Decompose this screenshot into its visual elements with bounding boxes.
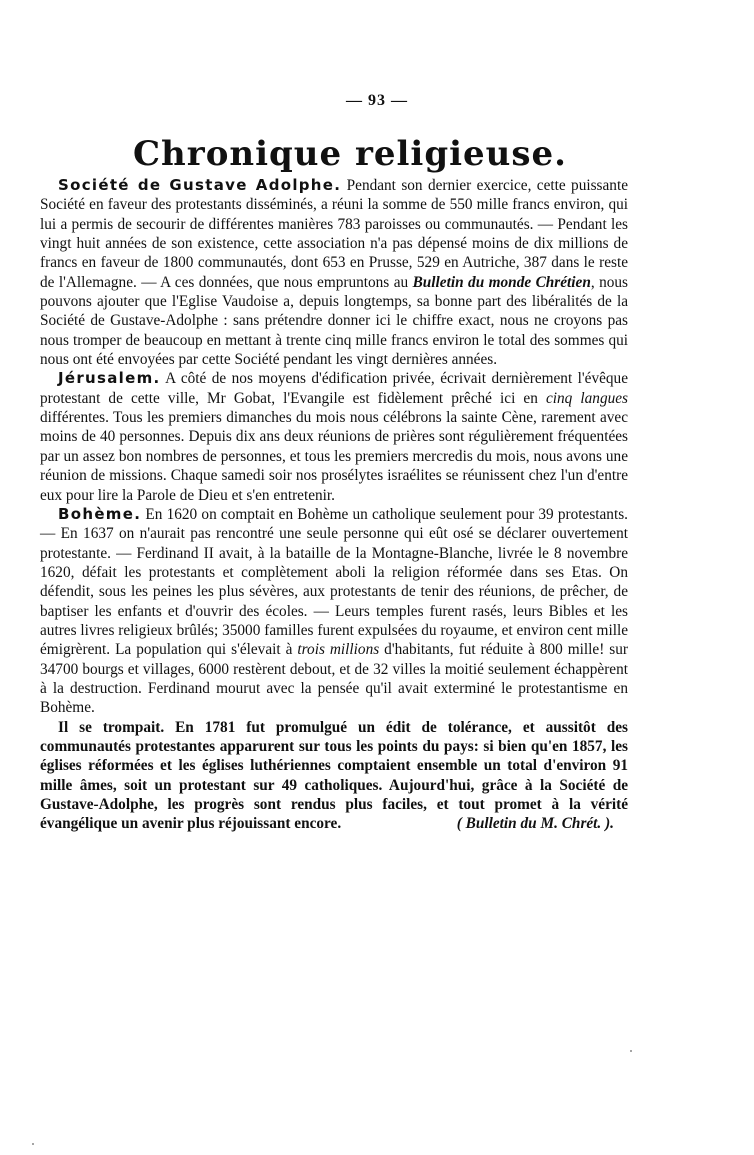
emphasis-text: trois millions [297, 641, 380, 659]
paragraph-text: , nous pouvons ajouter que l'Eglise Vaudoise a, depuis longtemps, sa bonne part des libéralités de la Société de Gustave-Adolphe : sans prétendre donner ici le chiffre exact, nous ne croyons pas nous tromper de beaucoup en mettant à trente cinq mille francs environ le total des sommes qui nous ont été envoyées par cette Société pendant les vingt dernières années. [40, 273, 628, 369]
page-title: Chronique religieuse. [133, 134, 567, 174]
section-heading: Bohème. [58, 504, 142, 523]
paragraph-gustave-adolphe [40, 176, 628, 369]
source-citation: ( Bulletin du M. Chrét. ). [456, 815, 614, 833]
paragraph-text: différentes. Tous les premiers dimanches du mois nous célébrons la sainte Cène, rarement avec moins de 40 personnes. Depuis dix ans deux réunions de prières sont régulièrement fréquentées par un assez bon nombres de personnes, et tous les premiers mercredis du mois, nous avons une réunion de missions. Chaque samedi soir nos prosélytes israélites se réunissent chez l'un d'entre eux pour lire la Parole de Dieu et s'en entretenir. [40, 409, 628, 504]
print-speck [32, 1143, 34, 1145]
paragraph-text: d'habitants, fut réduite à 800 mille! sur 34700 bourgs et villages, 6000 restèrent debout, et de 32 villes la moitié seulement échappèrent à la destruction. Ferdinand mourut avec la pensée qu'il avait exterminé le protestantisme en Bohème. [40, 641, 629, 717]
source-title: Bulletin du monde Chrétien [412, 273, 591, 291]
paragraph-text: Pendant son dernier exercice, cette puissante Société en faveur des protestants disséminés, a réuni la somme de 550 mille francs environ, qui lui a permis de secourir de différentes manières 783 paroisses ou communautés. — Pendant les vingt huit années de son existence, cette association n'a pas dépensé moins de dix millions de francs en faveur de 1800 communautés, dont 653 en Prusse, 529 en Autriche, 387 dans le reste de l'Allemagne. — A ces données, que nous empruntons au [40, 177, 628, 291]
print-speck [630, 1050, 632, 1052]
article-body [40, 176, 628, 834]
paragraph-boheme [40, 505, 628, 718]
paragraph-text: En 1620 on comptait en Bohème un catholique seulement pour 39 protestants. — En 1637 on n'aurait pas rencontré une seule personne qui eût osé se déclarer ouvertement protestante. — Ferdinand II avait, à la bataille de la Montagne-Blanche, livrée le 8 novembre 1620, défait les protestants et complètement aboli la religion réformée dans ses Etas. On défendit, sous les peines les plus sévères, aux protestants de tenir des réunions, de prêcher, de baptiser les enfants et d'ouvrir des écoles. — Leurs temples furent rasés, leurs Bibles et les autres livres religieux brûlés; 35000 familles furent expulsées du royaume, et environ cent mille émigrèrent. La population qui s'élevait à [40, 505, 628, 659]
paragraph-conclusion [40, 718, 628, 834]
emphasis-text: cinq langues [545, 389, 628, 407]
paragraph-text: A côté de nos moyens d'édification privée, écrivait dernièrement l'évêque protestant de cette ville, Mr Gobat, l'Evangile est fidèlement prêché ici en [40, 370, 628, 407]
paragraph-jerusalem [40, 369, 628, 504]
section-heading: Jérusalem. [58, 369, 161, 388]
section-heading: Société de Gustave Adolphe. [58, 176, 342, 194]
page-number: — 93 — [346, 92, 408, 109]
paragraph-text: Il se trompait. En 1781 fut promulgué un édit de tolérance, et aussitôt des communautés protestantes apparurent sur tous les points du pays: si bien qu'en 1857, les églises réformées et les églises luthériennes comptaient ensemble un total d'environ 91 mille âmes, soit un protestant sur 49 catholiques. Aujourd'hui, grâce à la Société de Gustave-Adolphe, les progrès sont rendus plus faciles, et tout promet à la vérité évangélique un avenir plus réjouissant encore. [40, 718, 628, 833]
